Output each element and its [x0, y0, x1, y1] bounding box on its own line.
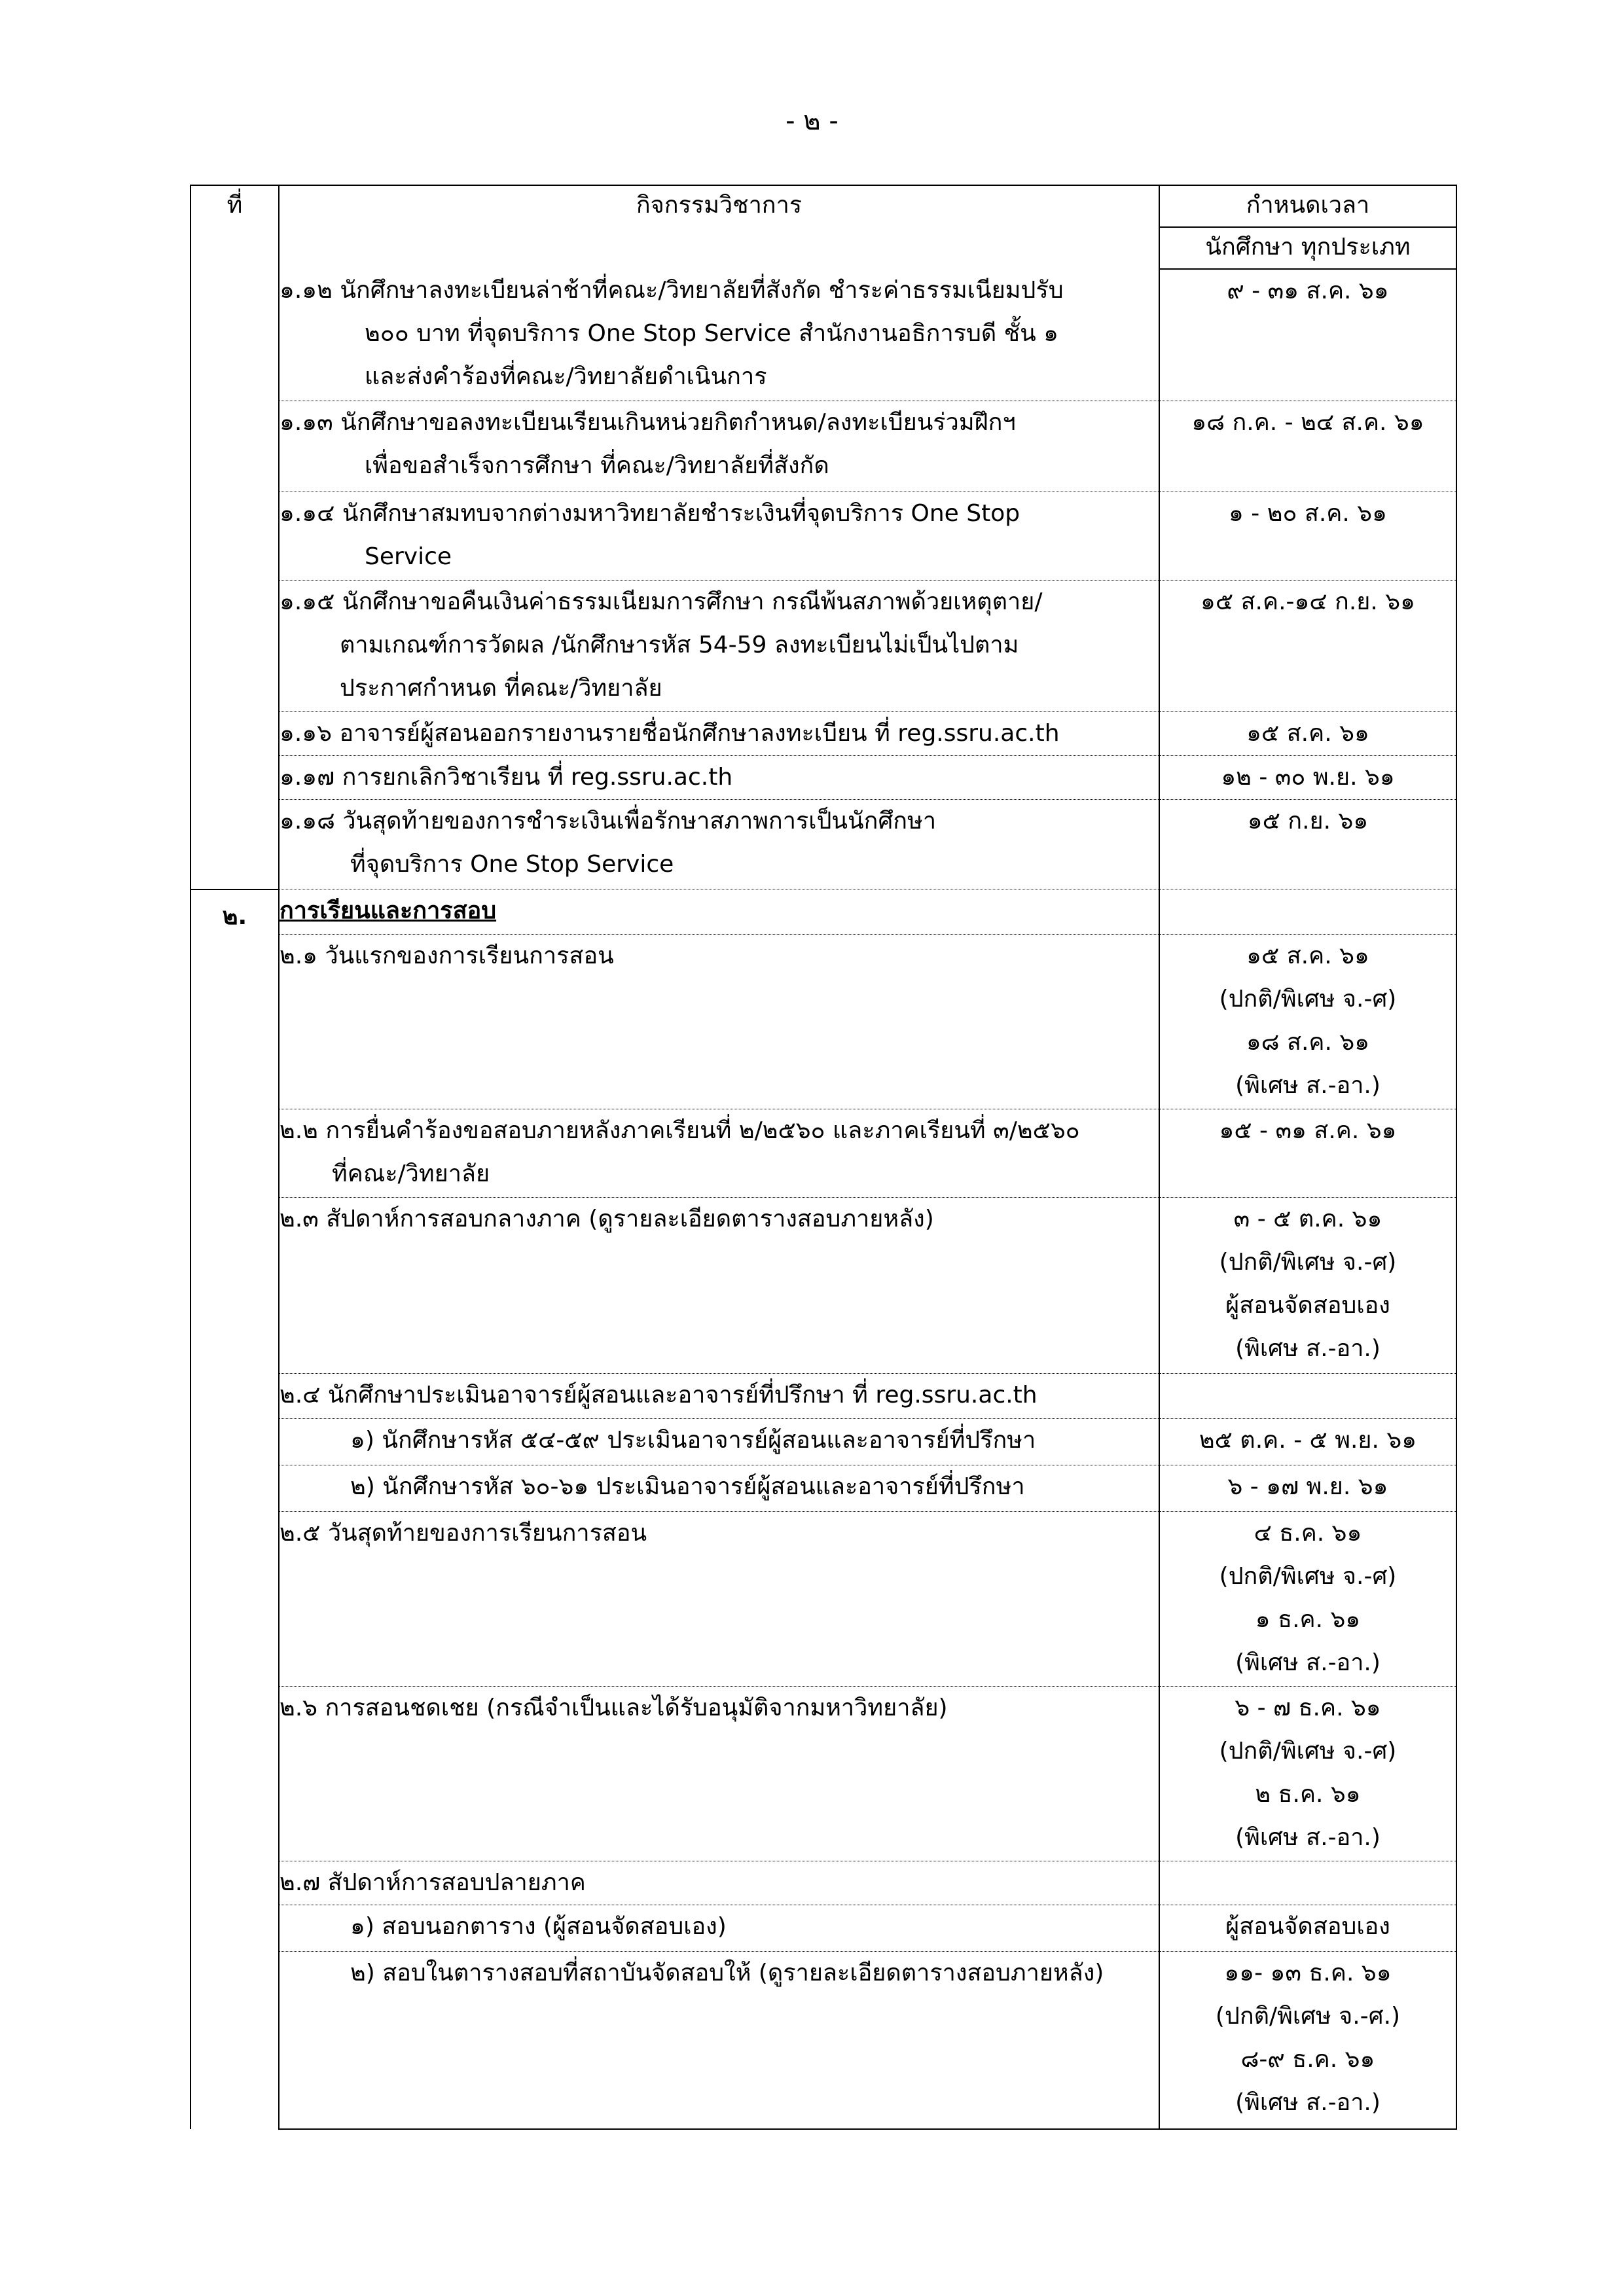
activity-line: ๑.๑๗ การยกเลิกวิชาเรียน ที่ reg.ssru.ac.th [280, 764, 733, 791]
activity-cell [279, 401, 1159, 492]
activity-cell [279, 1198, 1159, 1374]
table-row [190, 889, 1456, 935]
activity-cell [279, 581, 1159, 712]
activity-line: ๒.๗ สัปดาห์การสอบปลายภาค [280, 1869, 586, 1896]
date-cell [1159, 1374, 1456, 1419]
date-cell [1159, 492, 1456, 581]
column-header-students: นักศึกษา ทุกประเภท [1159, 227, 1456, 269]
table-row [190, 1687, 1456, 1861]
activity-cell [279, 1861, 1159, 1905]
column-header-no: ที่ [190, 185, 279, 269]
activity-cell [279, 1465, 1159, 1512]
table-row [190, 800, 1456, 889]
table-row [190, 1905, 1456, 1952]
date-line: (พิเศษ ส.-อา.) [1235, 1649, 1380, 1676]
activity-line: ๒.๕ วันสุดท้ายของการเรียนการสอน [280, 1520, 647, 1547]
table-row [190, 1512, 1456, 1687]
activity-cell [279, 935, 1159, 1109]
date-line: ผู้สอนจัดสอบเอง [1225, 1292, 1390, 1319]
activity-cell [279, 1109, 1159, 1198]
activity-line: ๑.๑๔ นักศึกษาสมทบจากต่างมหาวิทยาลัยชำระเงินที่จุดบริการ One Stop [280, 500, 1020, 527]
date-cell [1159, 712, 1456, 756]
date-line: ๑๕ ส.ค. ๖๑ [1246, 942, 1369, 969]
activity-cell [279, 1512, 1159, 1687]
date-line: ๑๒ - ๓๐ พ.ย. ๖๑ [1221, 764, 1395, 791]
date-line: ๑ - ๒๐ ส.ค. ๖๑ [1229, 500, 1387, 527]
table-header [190, 185, 1456, 269]
date-line: (ปกติ/พิเศษ จ.-ศ) [1219, 1249, 1397, 1276]
activity-cell [279, 800, 1159, 889]
section-1-number-cell [190, 269, 279, 889]
activity-cell [279, 712, 1159, 756]
activity-cell [279, 269, 1159, 401]
date-line: ๙ - ๓๑ ส.ค. ๖๑ [1227, 278, 1389, 304]
activity-line: ๒๐๐ บาท ที่จุดบริการ One Stop Service สำนักงานอธิการบดี ชั้น ๑ [365, 320, 1059, 347]
date-line: ๑๘ ก.ค. - ๒๔ ส.ค. ๖๑ [1191, 409, 1424, 436]
date-line: (พิเศษ ส.-อา.) [1235, 1824, 1380, 1851]
date-line: ๒๕ ต.ค. - ๕ พ.ย. ๖๑ [1199, 1427, 1417, 1454]
activity-line: ประกาศกำหนด ที่คณะ/วิทยาลัย [340, 675, 662, 702]
date-line: ๑ ธ.ค. ๖๑ [1255, 1606, 1361, 1633]
activity-line: ๑.๑๘ วันสุดท้ายของการชำระเงินเพื่อรักษาสภาพการเป็นนักศึกษา [280, 808, 937, 834]
section-2-number-cell [190, 889, 279, 2130]
date-cell [1159, 1109, 1456, 1198]
date-line: ๑๕ ก.ย. ๖๑ [1247, 808, 1369, 834]
table-row [190, 756, 1456, 800]
date-cell [1159, 889, 1456, 935]
table-row [190, 401, 1456, 492]
activity-line: ๒.๖ การสอนชดเชย (กรณีจำเป็นและได้รับอนุมัติจากมหาวิทยาลัย) [280, 1695, 948, 1721]
page-number: - ๒ - [785, 106, 839, 136]
date-cell [1159, 1861, 1456, 1905]
table-row [190, 581, 1456, 712]
activity-cell [279, 492, 1159, 581]
date-line: ๑๕ ส.ค. ๖๑ [1246, 720, 1369, 747]
table-row [190, 935, 1456, 1109]
date-cell [1159, 1465, 1456, 1512]
date-line: (พิเศษ ส.-อา.) [1235, 1072, 1380, 1099]
activity-line: ๒.๓ สัปดาห์การสอบกลางภาค (ดูรายละเอียดตารางสอบภายหลัง) [280, 1206, 934, 1232]
date-line: ๑๕ ส.ค.-๑๔ ก.ย. ๖๑ [1200, 588, 1415, 615]
table-row [190, 1861, 1456, 1905]
date-cell [1159, 581, 1456, 712]
date-cell [1159, 269, 1456, 401]
date-cell [1159, 935, 1456, 1109]
date-line: ๓ - ๕ ต.ค. ๖๑ [1233, 1206, 1382, 1232]
table-row [190, 1419, 1456, 1465]
date-line: (ปกติ/พิเศษ จ.-ศ) [1219, 1738, 1397, 1765]
activity-line: เพื่อขอสำเร็จการศึกษา ที่คณะ/วิทยาลัยที่สังกัด [365, 452, 829, 479]
activity-line: ๒.๑ วันแรกของการเรียนการสอน [280, 942, 614, 969]
date-line: (ปกติ/พิเศษ จ.-ศ) [1219, 1563, 1397, 1590]
date-cell [1159, 1419, 1456, 1465]
activity-line: ที่จุดบริการ One Stop Service [350, 851, 674, 878]
date-line: ๖ - ๑๗ พ.ย. ๖๑ [1227, 1473, 1388, 1500]
activity-cell [279, 1905, 1159, 1952]
section-title: การเรียนและการสอบ [280, 897, 497, 924]
activity-line: Service [365, 543, 452, 570]
activity-line: ๑.๑๕ นักศึกษาขอคืนเงินค่าธรรมเนียมการศึกษา กรณีพ้นสภาพด้วยเหตุตาย/ [280, 588, 1043, 615]
date-line: ๒ ธ.ค. ๖๑ [1255, 1781, 1361, 1808]
date-line: ๑๘ ส.ค. ๖๑ [1246, 1029, 1370, 1056]
section-number: ๒. [222, 903, 247, 930]
column-header-schedule: กำหนดเวลา [1159, 185, 1456, 227]
activity-line: ๑) นักศึกษารหัส ๕๔-๕๙ ประเมินอาจารย์ผู้สอนและอาจารย์ที่ปรึกษา [350, 1427, 1036, 1454]
activity-cell [279, 889, 1159, 935]
date-line: ๑๕ - ๓๑ ส.ค. ๖๑ [1219, 1117, 1397, 1144]
activity-cell [279, 1374, 1159, 1419]
activity-cell [279, 756, 1159, 800]
date-cell [1159, 1905, 1456, 1952]
activity-cell [279, 1687, 1159, 1861]
date-cell [1159, 800, 1456, 889]
table-row [190, 492, 1456, 581]
date-cell [1159, 1512, 1456, 1687]
table-row [190, 1465, 1456, 1512]
date-cell [1159, 756, 1456, 800]
activity-line: ๑.๑๖ อาจารย์ผู้สอนออกรายงานรายชื่อนักศึกษาลงทะเบียน ที่ reg.ssru.ac.th [280, 720, 1060, 747]
date-line: (ปกติ/พิเศษ จ.-ศ.) [1215, 2003, 1401, 2030]
date-line: ๑๑- ๑๓ ธ.ค. ๖๑ [1224, 1960, 1392, 1986]
activity-line: ๒) นักศึกษารหัส ๖๐-๖๑ ประเมินอาจารย์ผู้สอนและอาจารย์ที่ปรึกษา [350, 1473, 1025, 1500]
activity-cell [279, 1952, 1159, 2130]
date-cell [1159, 1952, 1456, 2130]
activity-cell [279, 1419, 1159, 1465]
table-row [190, 1374, 1456, 1419]
activity-line: ๑.๑๒ นักศึกษาลงทะเบียนล่าช้าที่คณะ/วิทยาลัยที่สังกัด ชำระค่าธรรมเนียมปรับ [280, 277, 1064, 304]
activity-line: ที่คณะ/วิทยาลัย [332, 1160, 490, 1187]
date-line: ๘-๙ ธ.ค. ๖๑ [1240, 2046, 1375, 2073]
activity-line: ๑) สอบนอกตาราง (ผู้สอนจัดสอบเอง) [350, 1913, 727, 1940]
activity-line: ตามเกณฑ์การวัดผล /นักศึกษารหัส 54-59 ลงทะเบียนไม่เป็นไปตาม [340, 632, 1019, 658]
date-line: ๖ - ๗ ธ.ค. ๖๑ [1235, 1695, 1381, 1721]
date-line: ผู้สอนจัดสอบเอง [1225, 1913, 1390, 1940]
date-cell [1159, 401, 1456, 492]
table-row [190, 1109, 1456, 1198]
table-row [190, 1952, 1456, 2130]
activity-line: ๒.๔ นักศึกษาประเมินอาจารย์ผู้สอนและอาจารย์ที่ปรึกษา ที่ reg.ssru.ac.th [280, 1382, 1038, 1408]
date-cell [1159, 1687, 1456, 1861]
activity-line: ๒) สอบในตารางสอบที่สถาบันจัดสอบให้ (ดูรายละเอียดตารางสอบภายหลัง) [350, 1960, 1104, 1986]
date-cell [1159, 1198, 1456, 1374]
column-header-activity: กิจกรรมวิชาการ [279, 185, 1159, 269]
table-row [190, 1198, 1456, 1374]
date-line: (ปกติ/พิเศษ จ.-ศ) [1219, 986, 1397, 1013]
academic-calendar-table [190, 185, 1457, 2130]
table-row [190, 269, 1456, 401]
table-row [190, 712, 1456, 756]
date-line: ๔ ธ.ค. ๖๑ [1254, 1520, 1362, 1547]
activity-line: ๒.๒ การยื่นคำร้องขอสอบภายหลังภาคเรียนที่ ๒/๒๕๖๐ และภาคเรียนที่ ๓/๒๕๖๐ [280, 1117, 1080, 1144]
activity-line: และส่งคำร้องที่คณะ/วิทยาลัยดำเนินการ [365, 363, 767, 390]
date-line: (พิเศษ ส.-อา.) [1235, 1335, 1380, 1362]
date-line: (พิเศษ ส.-อา.) [1235, 2089, 1380, 2116]
activity-line: ๑.๑๓ นักศึกษาขอลงทะเบียนเรียนเกินหน่วยกิตกำหนด/ลงทะเบียนร่วมฝึกฯ [280, 409, 1016, 436]
